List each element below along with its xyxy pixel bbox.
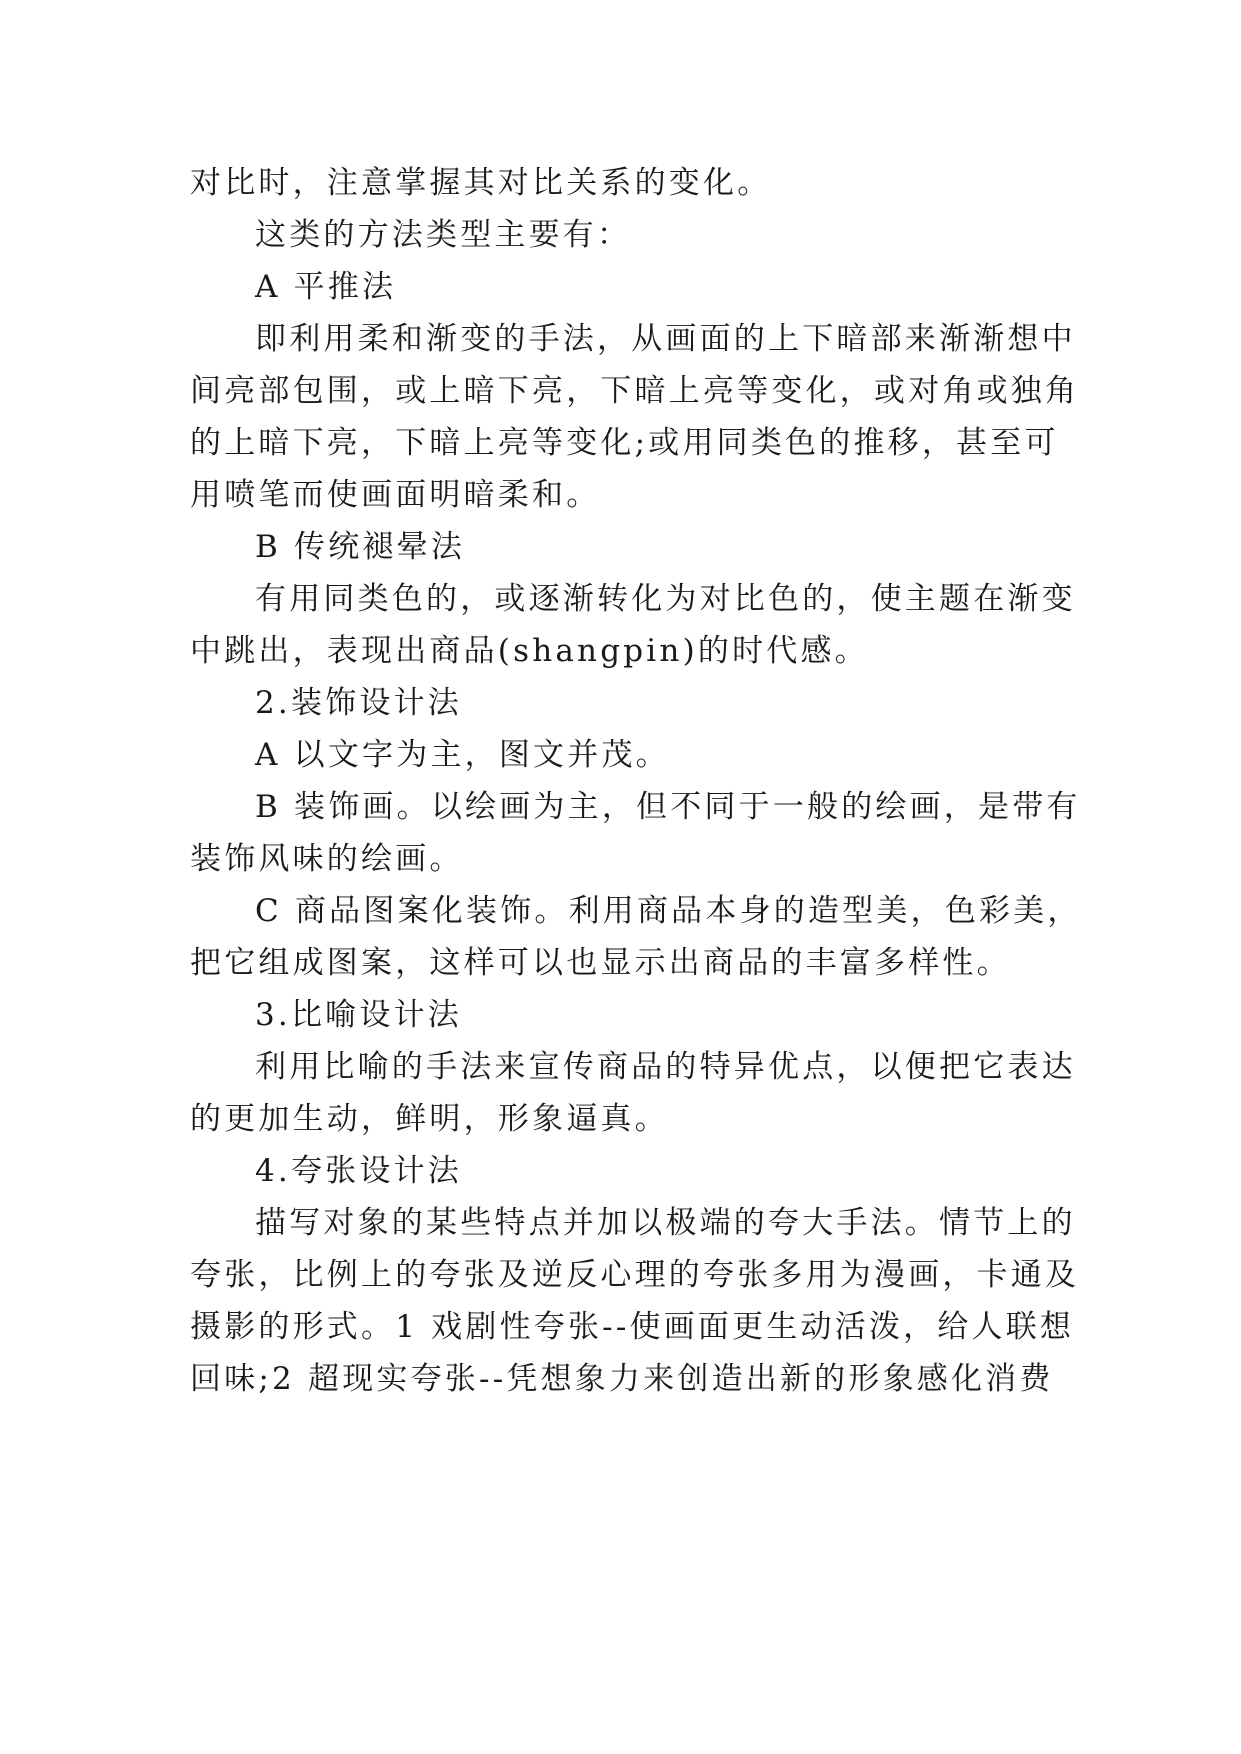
text-line: 间亮部包围，或上暗下亮，下暗上亮等变化，或对角或独角 bbox=[190, 373, 1080, 409]
section-heading: 2.装饰设计法 bbox=[255, 685, 462, 721]
section-heading: 3.比喻设计法 bbox=[255, 997, 462, 1033]
text-line: A 以文字为主，图文并茂。 bbox=[255, 737, 670, 773]
text-line: 这类的方法类型主要有： bbox=[255, 217, 632, 253]
text-line: 的上暗下亮，下暗上亮等变化;或用同类色的推移，甚至可 bbox=[190, 425, 1059, 461]
text-line: 即利用柔和渐变的手法，从画面的上下暗部来渐渐想中 bbox=[255, 321, 1076, 357]
text-line: 摄影的形式。1 戏剧性夸张--使画面更生动活泼，给人联想 bbox=[190, 1309, 1075, 1345]
section-heading: B 传统褪晕法 bbox=[255, 529, 466, 565]
text-line: 回味;2 超现实夸张--凭想象力来创造出新的形象感化消费 bbox=[190, 1361, 1054, 1397]
section-heading: 4.夸张设计法 bbox=[255, 1153, 462, 1189]
text-line: C 商品图案化装饰。利用商品本身的造型美，色彩美， bbox=[255, 893, 1082, 929]
text-line: 装饰风味的绘画。 bbox=[190, 841, 464, 877]
text-line: B 装饰画。以绘画为主，但不同于一般的绘画，是带有 bbox=[255, 789, 1081, 825]
text-line: 利用比喻的手法来宣传商品的特异优点，以便把它表达 bbox=[255, 1049, 1076, 1085]
text-line: 把它组成图案，这样可以也显示出商品的丰富多样性。 bbox=[190, 945, 1011, 981]
text-line: 描写对象的某些特点并加以极端的夸大手法。情节上的 bbox=[255, 1205, 1076, 1241]
text-line: 中跳出，表现出商品(shangpin)的时代感。 bbox=[190, 633, 869, 669]
text-line: 的更加生动，鲜明，形象逼真。 bbox=[190, 1101, 669, 1137]
text-line: 有用同类色的，或逐渐转化为对比色的，使主题在渐变 bbox=[255, 581, 1076, 617]
section-heading: A 平推法 bbox=[255, 269, 397, 305]
text-line: 夸张，比例上的夸张及逆反心理的夸张多用为漫画，卡通及 bbox=[190, 1257, 1080, 1293]
text-line: 对比时，注意掌握其对比关系的变化。 bbox=[190, 165, 772, 201]
text-line: 用喷笔而使画面明暗柔和。 bbox=[190, 477, 601, 513]
